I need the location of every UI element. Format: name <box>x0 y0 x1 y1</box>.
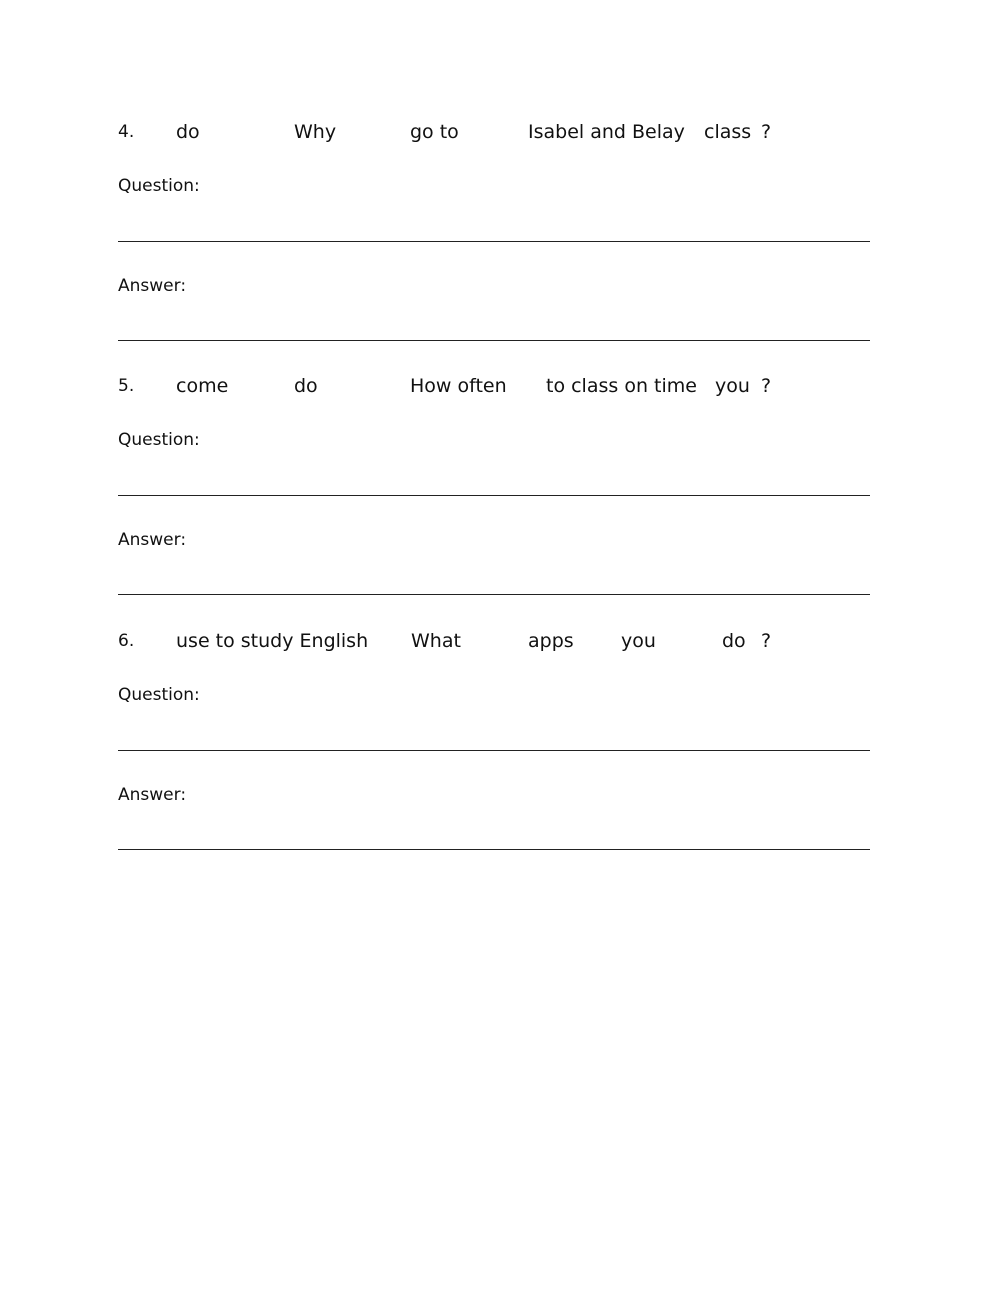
scrambled-word: go to <box>410 121 459 143</box>
answer-label: Answer: <box>118 785 187 805</box>
answer-write-line[interactable] <box>118 594 870 595</box>
scrambled-word: What <box>411 630 461 652</box>
question-write-line[interactable] <box>118 750 870 751</box>
exercise-number: 6. <box>118 631 135 651</box>
scrambled-word: come <box>176 375 229 397</box>
question-label: Question: <box>118 685 200 705</box>
exercise-number: 5. <box>118 376 135 396</box>
scrambled-word: do <box>176 121 200 143</box>
question-label: Question: <box>118 176 200 196</box>
scrambled-word: do <box>722 630 746 652</box>
scrambled-word: use to study English <box>176 630 369 652</box>
exercise-number: 4. <box>118 122 135 142</box>
question-write-line[interactable] <box>118 241 870 242</box>
answer-write-line[interactable] <box>118 340 870 341</box>
exercise-4 <box>118 119 878 369</box>
scrambled-word: you <box>715 375 750 397</box>
question-mark: ? <box>761 630 772 652</box>
scrambled-word: apps <box>528 630 574 652</box>
scrambled-words-row <box>118 373 878 403</box>
scrambled-word: How often <box>410 375 507 397</box>
scrambled-word: Why <box>294 121 337 143</box>
answer-write-line[interactable] <box>118 849 870 850</box>
scrambled-word: do <box>294 375 318 397</box>
question-write-line[interactable] <box>118 495 870 496</box>
exercise-6 <box>118 628 878 878</box>
question-mark: ? <box>761 121 772 143</box>
answer-label: Answer: <box>118 530 187 550</box>
scrambled-word: class <box>704 121 752 143</box>
question-label: Question: <box>118 430 200 450</box>
scrambled-word: to class on time <box>546 375 697 397</box>
exercise-5 <box>118 373 878 623</box>
question-mark: ? <box>761 375 772 397</box>
scrambled-words-row <box>118 119 878 149</box>
scrambled-word: Isabel and Belay <box>528 121 685 143</box>
scrambled-words-row <box>118 628 878 658</box>
answer-label: Answer: <box>118 276 187 296</box>
scrambled-word: you <box>621 630 656 652</box>
